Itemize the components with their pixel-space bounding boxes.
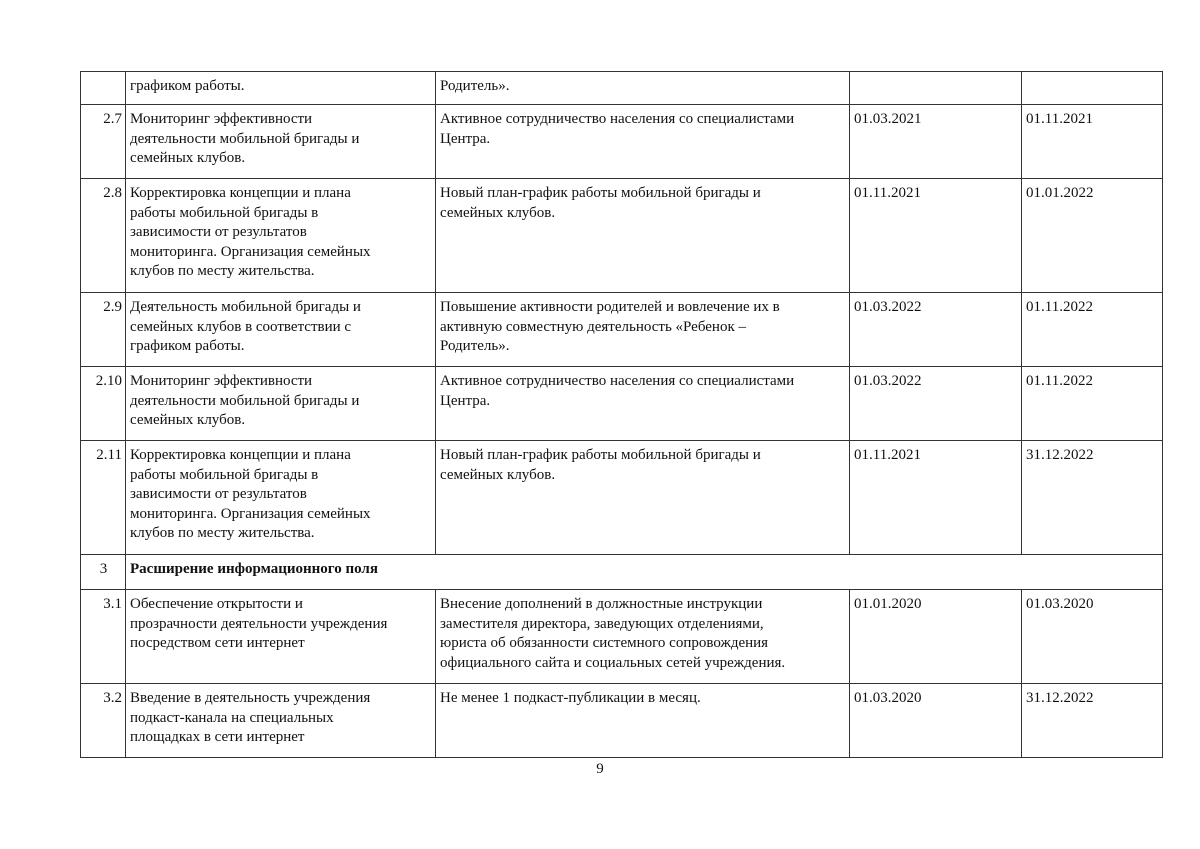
page-number: 9 [596, 761, 604, 777]
table-row [81, 179, 1163, 293]
start-date-cell [850, 72, 1022, 105]
start-date-cell: 01.03.2021 [850, 105, 1022, 179]
result-cell: Повышение активности родителей и вовлечение их в активную совместную деятельность «Ребенок – Родитель». [436, 293, 850, 367]
table-row [81, 293, 1163, 367]
task-cell: Обеспечение открытости и прозрачности деятельности учреждения посредством сети интернет [126, 590, 436, 684]
end-date-cell [1022, 72, 1163, 105]
result-cell: Активное сотрудничество населения со специалистами Центра. [436, 367, 850, 441]
table-row [81, 367, 1163, 441]
result-cell: Родитель». [436, 72, 850, 105]
row-number: 3.2 [81, 684, 126, 758]
row-number: 2.7 [81, 105, 126, 179]
section-title: Расширение информационного поля [126, 555, 1163, 590]
end-date-cell: 31.12.2022 [1022, 684, 1163, 758]
row-number: 2.9 [81, 293, 126, 367]
row-number: 3.1 [81, 590, 126, 684]
end-date-cell: 01.11.2022 [1022, 293, 1163, 367]
row-number [81, 72, 126, 105]
table-row [81, 441, 1163, 555]
row-number: 2.11 [81, 441, 126, 555]
plan-table [80, 71, 1163, 758]
end-date-cell: 01.03.2020 [1022, 590, 1163, 684]
task-cell: Мониторинг эффективности деятельности мобильной бригады и семейных клубов. [126, 105, 436, 179]
start-date-cell: 01.11.2021 [850, 441, 1022, 555]
table-row [81, 590, 1163, 684]
result-cell: Внесение дополнений в должностные инструкции заместителя директора, заведующих отделениями, юриста об обязанности системного сопровождения официального сайта и социальных сетей учреждения. [436, 590, 850, 684]
end-date-cell: 01.11.2022 [1022, 367, 1163, 441]
row-number: 2.8 [81, 179, 126, 293]
start-date-cell: 01.03.2022 [850, 367, 1022, 441]
table-row [81, 684, 1163, 758]
task-cell: Мониторинг эффективности деятельности мобильной бригады и семейных клубов. [126, 367, 436, 441]
result-cell: Активное сотрудничество населения со специалистами Центра. [436, 105, 850, 179]
task-cell: Деятельность мобильной бригады и семейных клубов в соответствии с графиком работы. [126, 293, 436, 367]
task-cell: Корректировка концепции и плана работы мобильной бригады в зависимости от результатов мониторинга. Организация семейных клубов по месту жительства. [126, 179, 436, 293]
end-date-cell: 01.11.2021 [1022, 105, 1163, 179]
task-cell: Корректировка концепции и плана работы мобильной бригады в зависимости от результатов мониторинга. Организация семейных клубов по месту жительства. [126, 441, 436, 555]
task-cell: графиком работы. [126, 72, 436, 105]
section-row [81, 555, 1163, 590]
end-date-cell: 31.12.2022 [1022, 441, 1163, 555]
start-date-cell: 01.11.2021 [850, 179, 1022, 293]
result-cell: Не менее 1 подкаст-публикации в месяц. [436, 684, 850, 758]
result-cell: Новый план-график работы мобильной бригады и семейных клубов. [436, 441, 850, 555]
end-date-cell: 01.01.2022 [1022, 179, 1163, 293]
table-row [81, 105, 1163, 179]
start-date-cell: 01.03.2020 [850, 684, 1022, 758]
table-row [81, 72, 1163, 105]
start-date-cell: 01.03.2022 [850, 293, 1022, 367]
section-number: 3 [81, 555, 126, 590]
row-number: 2.10 [81, 367, 126, 441]
start-date-cell: 01.01.2020 [850, 590, 1022, 684]
result-cell: Новый план-график работы мобильной бригады и семейных клубов. [436, 179, 850, 293]
task-cell: Введение в деятельность учреждения подкаст-канала на специальных площадках в сети интернет [126, 684, 436, 758]
